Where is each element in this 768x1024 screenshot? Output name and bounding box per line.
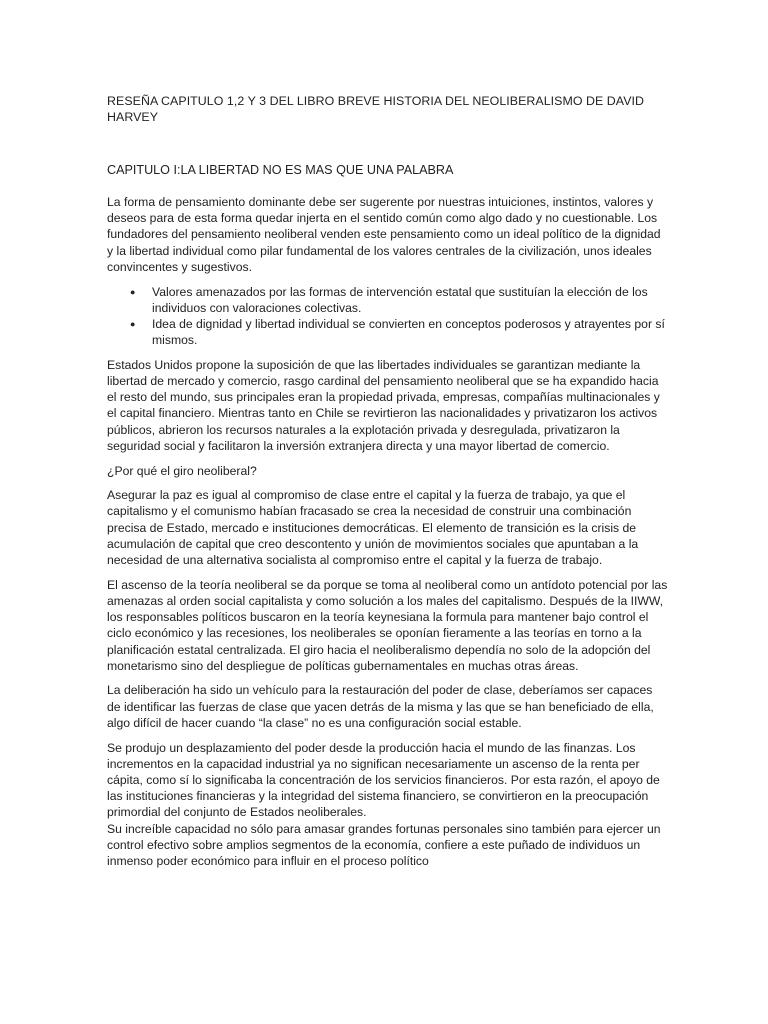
paragraph-estados-unidos: Estados Unidos propone la suposición de que las libertades individuales se garantizan mediante la libertad de mercado y comercio, rasgo cardinal del pensamiento neoliberal que se ha expandido hacia el resto del mundo, sus principales eran la propiedad privada, empresas, compañías multinacionales y el capital financiero. Mientras tanto en Chile se revirtieron las nacionalidades y privatizaron los activos públicos, abrieron los recursos naturales a la explotación privada y desregulada, privatizaron la seguridad social y facilitaron la inversión extranjera directa y una mayor libertad de comercio. — [107, 357, 660, 453]
paragraph-asegurar: Asegurar la paz es igual al compromiso de clase entre el capital y la fuerza de trabajo, ya que el capitalismo y el comunismo habían fracasado se crea la necesidad de construir una combinación precisa de Estado, mercado e instituciones democráticas. El elemento de transición es la crisis de acumulación de capital que creo descontento y unión de movimientos sociales que apuntaban a la necesidad de una alternativa socialista al compromiso entre el capital y la fuerza de trabajo. — [107, 488, 639, 568]
document-title: RESEÑA CAPITULO 1,2 Y 3 DEL LIBRO BREVE HISTORIA DEL NEOLIBERALISMO DE DAVID HARVEY — [107, 94, 645, 124]
bullet-dot-icon: ● — [130, 286, 136, 297]
chapter-heading: CAPITULO I:LA LIBERTAD NO ES MAS QUE UNA PALABRA — [107, 163, 454, 177]
list-item-text: Valores amenazados por las formas de intervención estatal que sustituían la elección de los individuos con valoraciones colectivas. — [152, 284, 648, 315]
list-item — [107, 316, 668, 348]
paragraph-capacidad: Su increíble capacidad no sólo para amasar grandes fortunas personales sino también para ejercer un control efectivo sobre amplios segmentos de la economía, confiere a este puñado de individuos un inmenso poder económico para influir en el proceso político — [107, 821, 661, 869]
paragraph-deliberacion: La deliberación ha sido un vehículo para la restauración del poder de clase, deberíamos ser capaces de identificar las fuerzas de clase que yacen detrás de la misma y las que se han beneficiado de ella, algo difícil de hacer cuando “la clase” no es una configuración social estable. — [107, 683, 654, 730]
paragraph-desplazamiento: Se produjo un desplazamiento del poder desde la producción hacia el mundo de las finanzas. Los incrementos en la capacidad industrial ya no significan necesariamente un ascenso de la renta per cápita, como sí lo significaba la concentración de los servicios financieros. Por esta razón, el apoyo de las instituciones financieras y la integridad del sistema financiero, se convirtieron en la preocupación primordial del conjunto de Estados neoliberales. — [107, 740, 660, 820]
question-heading: ¿Por qué el giro neoliberal? — [107, 463, 257, 478]
paragraph-ascenso: El ascenso de la teoría neoliberal se da porque se toma al neoliberal como un antídoto potencial por las amenazas al orden social capitalista y como solución a los males del capitalismo. Después de la IIWW, los responsables políticos buscaron en la teoría keynesiana la formula para mantener bajo control el ciclo económico y las recesiones, los neoliberales se oponían fieramente a las teorías en torno a la planificación estatal centralizada. El giro hacia el neoliberalismo dependía no solo de la adopción del monetarismo sino del despliegue de políticas gubernamentales en muchas otras áreas. — [107, 577, 668, 673]
list-item — [107, 284, 668, 316]
list-item-text: Idea de dignidad y libertad individual se convierten en conceptos poderosos y atrayentes por sí mismos. — [152, 316, 665, 348]
bullet-dot-icon: ● — [130, 318, 136, 329]
bullet-list — [107, 284, 668, 349]
intro-paragraph: La forma de pensamiento dominante debe ser sugerente por nuestras intuiciones, instintos, valores y deseos para de esta forma quedar injerta en el sentido común como algo dado y no cuestionable. Los fundadores del pensamiento neoliberal venden este pensamiento como un ideal político de la dignidad y la libertad individual como pilar fundamental de los valores centrales de la civilización, unos ideales convincentes y sugestivos. — [107, 195, 661, 274]
